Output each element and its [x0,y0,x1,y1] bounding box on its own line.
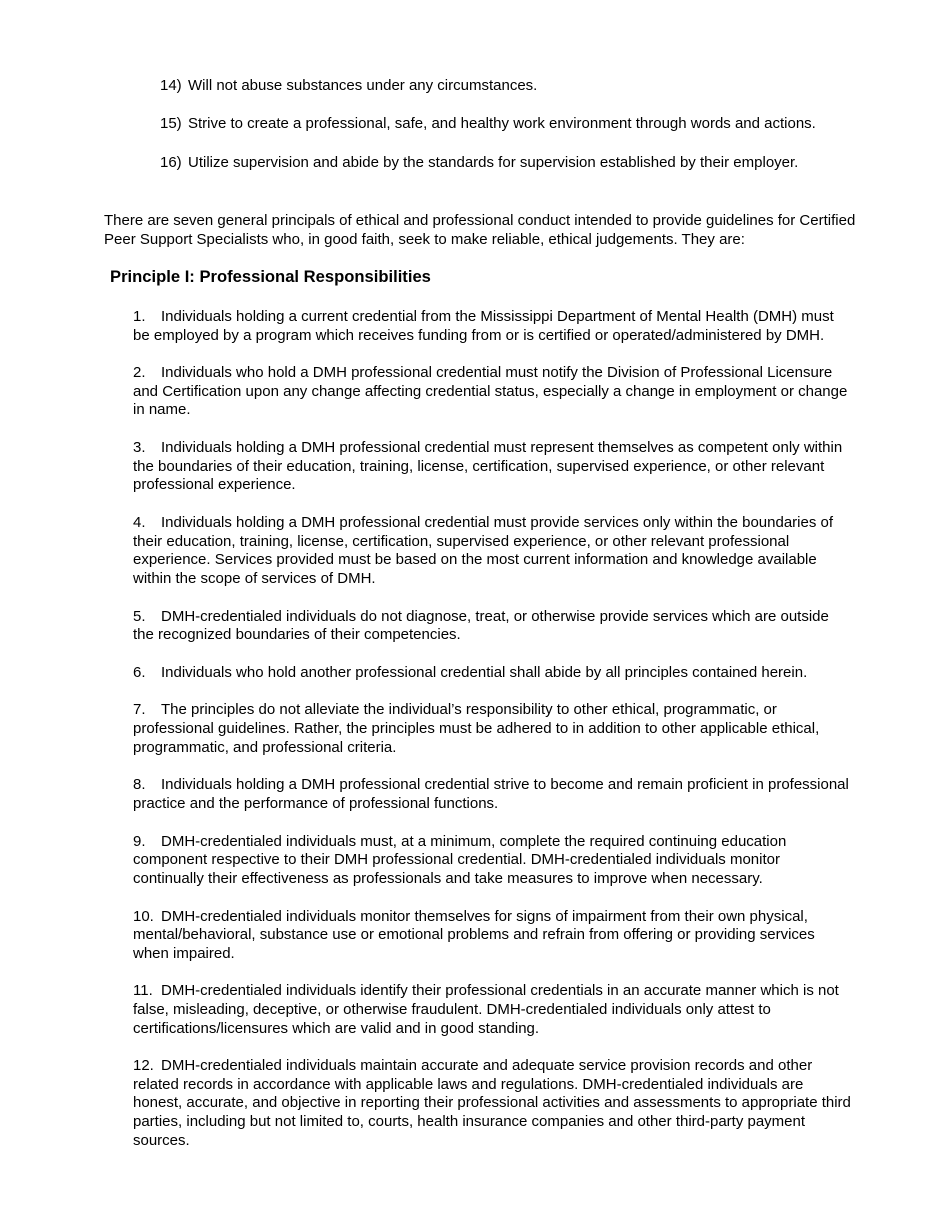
principle-text: DMH-credentialed individuals identify their professional credentials in an accurate manner which is not false, misleading, deceptive, or otherwise fraudulent. DMH-credentialed individuals only attest to certifications/licensures which are valid and in good standing. [133,982,839,1037]
principle-text: DMH-credentialed individuals must, at a minimum, complete the required continuing education component respective to their DMH professional credential. DMH-credentialed individuals monitor continually their effectiveness as professionals and take measures to improve when necessary. [133,832,787,887]
principle-text: The principles do not alleviate the individual’s responsibility to other ethical, programmatic, or professional guidelines. Rather, the principles must be adhered to in addition to other applicable ethical, programmatic, and professional criteria. [133,701,820,756]
principle-item [133,982,853,1038]
list-item-number: 15) [160,115,182,133]
list-item-text: Utilize supervision and abide by the standards for supervision established by their employer. [188,153,799,171]
principle-item [133,514,853,588]
principle-number: 11. [133,982,153,1000]
principle-item [133,701,853,757]
principle-text: Individuals who hold a DMH professional credential must notify the Division of Professional Licensure and Certification upon any change affecting credential status, especially a change in employment or change in name. [133,364,848,419]
principle-number: 3. [133,439,146,457]
continued-list [160,77,920,192]
principle-item [133,1057,853,1150]
principle-item [133,364,853,420]
principle-item [133,439,853,495]
principle-text: DMH-credentialed individuals monitor themselves for signs of impairment from their own physical, mental/behavioral, substance use or emotional problems and refrain from offering or providing services when impaired. [133,907,815,962]
list-item [160,77,920,96]
principle-number: 4. [133,514,146,532]
principles-list [133,308,853,1169]
principle-item [133,776,853,813]
list-item-number: 14) [160,77,182,94]
principle-item [133,608,853,645]
principle-number: 2. [133,364,146,382]
principle-text: Individuals who hold another professional credential shall abide by all principles contained herein. [161,663,808,681]
principle-number: 5. [133,607,146,625]
principle-text: Individuals holding a current credential from the Mississippi Department of Mental Health (DMH) must be employed by a program which receives funding from or is certified or operated/administered by DMH. [133,308,834,344]
principle-number: 1. [133,308,146,325]
principle-number: 8. [133,776,146,794]
principle-item [133,664,853,683]
list-item-text: Strive to create a professional, safe, and healthy work environment through words and actions. [188,115,816,133]
principle-item [133,908,853,964]
section-heading: Principle I: Professional Responsibilities [110,267,431,286]
principle-number: 9. [133,832,146,850]
principle-number: 6. [133,663,146,681]
principle-number: 10. [133,907,154,925]
principle-text: Individuals holding a DMH professional credential must represent themselves as competent only within the boundaries of their education, training, license, certification, supervised experience, or other relevant professional experience. [133,439,843,494]
principle-text: DMH-credentialed individuals maintain accurate and adequate service provision records and other related records in accordance with applicable laws and regulations. DMH-credentialed individuals are honest, accurate, and objective in reporting their professional activities and assessments to appropriate third parties, including but not limited to, courts, health insurance companies and other third-party payment sources. [133,1057,851,1149]
principle-item [133,308,853,345]
principle-number: 7. [133,701,146,719]
principle-text: Individuals holding a DMH professional credential must provide services only within the boundaries of their education, training, license, certification, supervised experience, or other relevant professional experience. Services provided must be based on the most current information and knowledge available within the scope of services of DMH. [133,514,834,587]
principle-text: DMH-credentialed individuals do not diagnose, treat, or otherwise provide services which are outside the recognized boundaries of their competencies. [133,607,829,644]
principle-number: 12. [133,1057,154,1075]
intro-paragraph: There are seven general principals of ethical and professional conduct intended to provide guidelines for Certified Peer Support Specialists who, in good faith, seek to make reliable, ethical judgements. They are: [104,212,856,248]
list-item [160,115,920,134]
principle-text: Individuals holding a DMH professional credential strive to become and remain proficient in professional practice and the performance of professional functions. [133,776,849,812]
list-item-text: Will not abuse substances under any circumstances. [188,77,538,94]
list-item-number: 16) [160,153,182,171]
list-item [160,154,920,173]
principle-item [133,833,853,889]
